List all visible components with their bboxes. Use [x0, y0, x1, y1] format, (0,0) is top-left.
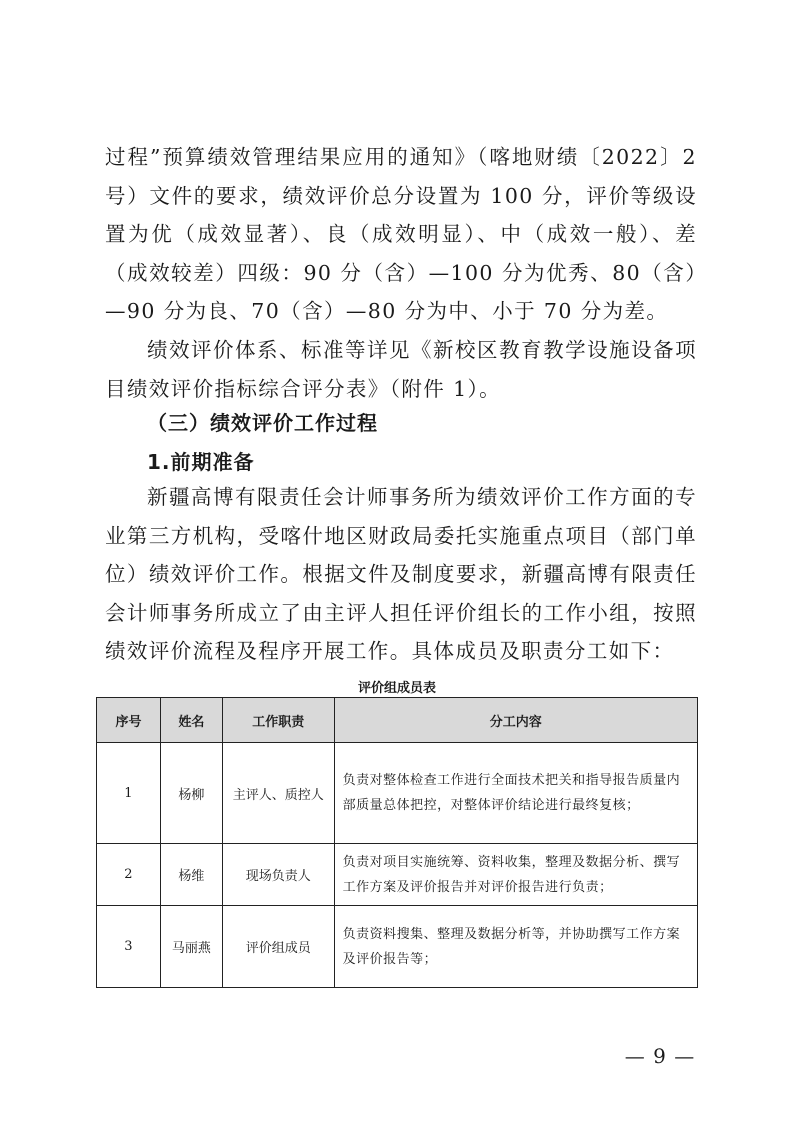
- cell-description: 负责对整体检查工作进行全面技术把关和指导报告质量内部质量总体把控，对整体评价结论进行最终复核；: [334, 743, 697, 844]
- cell-name: 马丽燕: [160, 906, 222, 988]
- cell-name: 杨柳: [160, 743, 222, 844]
- header-no: 序号: [97, 698, 161, 743]
- header-description: 分工内容: [334, 698, 697, 743]
- page-number: — 9 —: [624, 1044, 696, 1068]
- cell-role: 主评人、质控人: [222, 743, 334, 844]
- section-heading: （三）绩效评价工作过程: [147, 411, 378, 435]
- cell-description: 负责对项目实施统筹、资料收集，整理及数据分析、撰写工作方案及评价报告并对评价报告进行负责；: [334, 844, 697, 906]
- table-row: [97, 743, 698, 844]
- header-role: 工作职责: [222, 698, 334, 743]
- cell-role: 评价组成员: [222, 906, 334, 988]
- paragraph-evaluation-criteria: 过程”预算绩效管理结果应用的通知》（喀地财绩〔2022〕2 号）文件的要求，绩效评价总分设置为 100 分，评价等级设置为优（成效显著）、良（成效明显）、中（成效一般）、差（成效较差）四级：90 分（含）—100 分为优秀、80（含）—90 分为良、70（含）—80 分为中、小于 70 分为差。: [105, 145, 697, 324]
- cell-no: 1: [97, 743, 161, 844]
- cell-no: 2: [97, 844, 161, 906]
- table-header-row: [97, 698, 698, 743]
- subsection-heading: 1.前期准备: [147, 450, 255, 474]
- table-caption: 评价组成员表: [357, 681, 436, 696]
- paragraph-preparation: 新疆高博有限责任会计师事务所为绩效评价工作方面的专业第三方机构，受喀什地区财政局委托实施重点项目（部门单位）绩效评价工作。根据文件及制度要求，新疆高博有限责任会计师事务所成立了由主评人担任评价组长的工作小组，按照绩效评价流程及程序开展工作。具体成员及职责分工如下：: [105, 485, 697, 664]
- cell-description: 负责资料搜集、整理及数据分析等，并协助撰写工作方案及评价报告等；: [334, 906, 697, 988]
- cell-name: 杨维: [160, 844, 222, 906]
- table-row: [97, 906, 698, 988]
- cell-no: 3: [97, 906, 161, 988]
- header-name: 姓名: [160, 698, 222, 743]
- paragraph-evaluation-system: 绩效评价体系、标准等详见《新校区教育教学设施设备项目绩效评价指标综合评分表》（附件 1）。: [105, 338, 697, 401]
- evaluation-team-table: [96, 697, 698, 988]
- cell-role: 现场负责人: [222, 844, 334, 906]
- table-row: [97, 844, 698, 906]
